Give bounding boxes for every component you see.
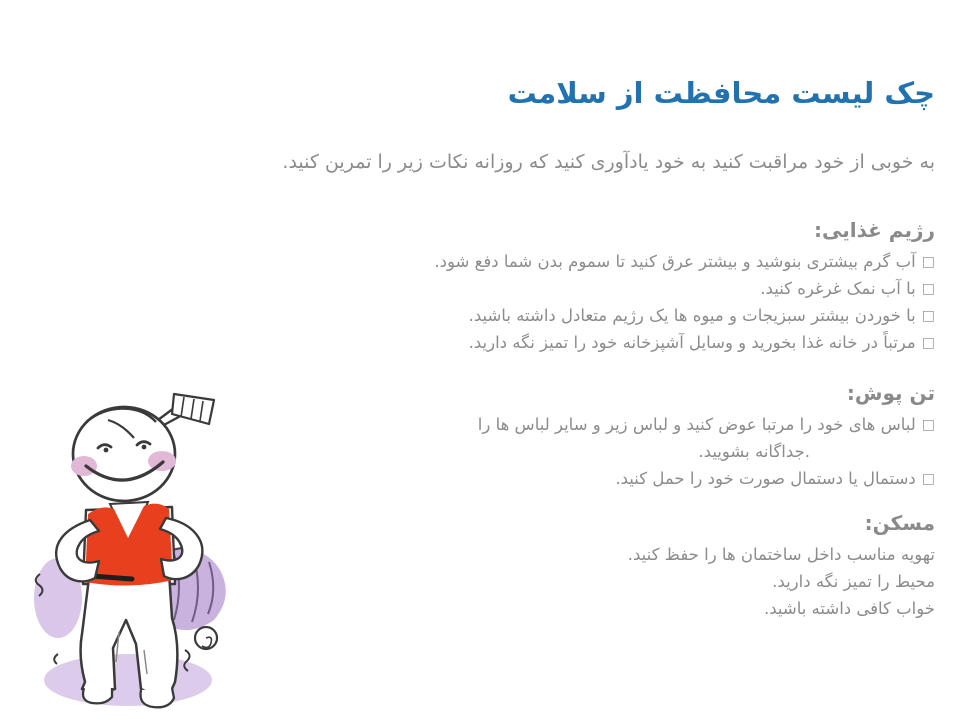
checklist-item xyxy=(25,277,935,301)
checklist-item-text: محیط را تمیز نگه دارید. xyxy=(772,572,935,591)
checklist-item-text: خواب کافی داشته باشید. xyxy=(763,599,935,618)
checkbox-icon: □ xyxy=(921,308,935,324)
checklist-item-text: آب گرم بیشتری بنوشید و بیشتر عرق کنید تا سموم بدن شما دفع شود. xyxy=(434,252,916,271)
checklist-item-text: .جداگانه بشویید. xyxy=(698,442,810,461)
red-vest xyxy=(85,502,173,586)
checkbox-icon: □ xyxy=(921,335,935,351)
blush-left xyxy=(71,456,97,476)
checkbox-icon: □ xyxy=(921,417,935,433)
checkbox-icon: □ xyxy=(921,281,935,297)
child-cartoon-illustration xyxy=(22,392,262,718)
checkbox-icon: □ xyxy=(921,254,935,270)
squiggle xyxy=(54,654,58,664)
checklist-item-text: تهویه مناسب داخل ساختمان ها را حفظ کنید. xyxy=(627,545,935,564)
foot xyxy=(141,688,175,707)
slide-subtitle: به خوبی از خود مراقبت کنید به خود یادآوری کنید که روزانه نکات زیر را تمرین کنید. xyxy=(282,151,935,173)
section-heading-clothing: تن پوش: xyxy=(846,381,935,405)
checkbox-icon: □ xyxy=(921,471,935,487)
checklist-item xyxy=(25,250,935,274)
checklist-item-text: مرتباً در خانه غذا بخورید و وسایل آشپزخانه خود را تمیز نگه دارید. xyxy=(468,333,916,352)
section-heading-housing: مسکن: xyxy=(864,511,935,535)
head xyxy=(71,407,176,501)
foot xyxy=(83,688,112,703)
ponytail-bow xyxy=(158,394,214,426)
checklist-item-text: دستمال یا دستمال صورت خود را حمل کنید. xyxy=(615,469,916,488)
slide-title: چک لیست محافظت از سلامت xyxy=(507,76,935,110)
checklist-item xyxy=(25,304,935,328)
checklist-item-text: با خوردن بیشتر سبزیجات و میوه ها یک رژیم متعادل داشته باشید. xyxy=(468,306,916,325)
section-heading-diet: رژیم غذایی: xyxy=(814,218,935,242)
checklist-item-text: لباس های خود را مرتبا عوض کنید و لباس زیر و سایر لباس ها را xyxy=(477,415,916,434)
checklist-item xyxy=(25,331,935,355)
checklist-item-text: با آب نمک غرغره کنید. xyxy=(760,279,916,298)
